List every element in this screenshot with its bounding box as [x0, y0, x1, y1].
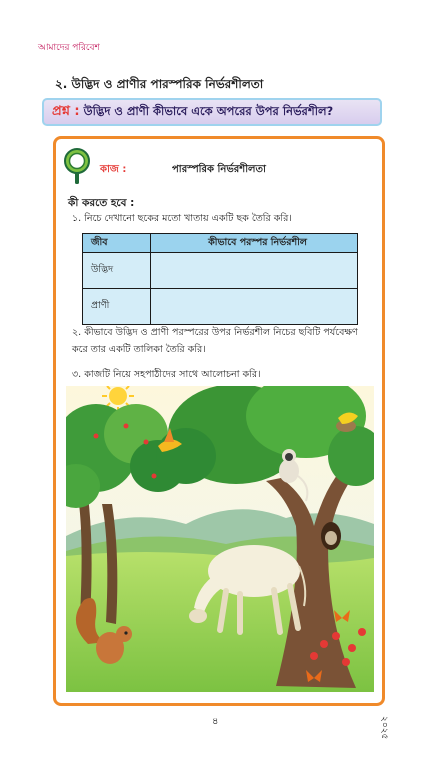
- table-header-row: [83, 234, 358, 253]
- section-title: ২. উদ্ভিদ ও প্রাণীর পারস্পরিক নির্ভরশীলতা: [55, 77, 264, 91]
- dependence-table: [82, 233, 358, 325]
- table-cell-plant: উদ্ভিদ: [83, 253, 151, 289]
- side-year: ২০২৫: [379, 716, 389, 740]
- running-header: আমাদের পরিবেশ: [38, 43, 100, 53]
- activity-topic: পারস্পরিক নির্ভরশীলতা: [172, 164, 266, 175]
- step-1: ১. নিচে দেখানো ছকের মতো খাতায় একটি ছক তৈরি করি।: [72, 213, 292, 224]
- ecosystem-illustration: [66, 386, 374, 692]
- activity-label: কাজ :: [100, 164, 127, 175]
- page-number: ৪: [212, 716, 219, 727]
- magnifier-icon: [62, 148, 92, 186]
- table-cell-empty: [151, 253, 358, 289]
- table-cell-animal: প্রাণী: [83, 289, 151, 325]
- table-cell-empty: [151, 289, 358, 325]
- owl-icon: [325, 531, 337, 545]
- instructions-heading: কী করতে হবে :: [68, 197, 135, 209]
- step-3: ৩. কাজটি নিয়ে সহপাঠীদের সাথে আলোচনা করি।: [72, 369, 261, 380]
- step-2: ২. কীভাবে উদ্ভিদ ও প্রাণী পরস্পরের উপর নির্ভরশীল নিচের ছবিটি পর্যবেক্ষণ করে তার একটি তালিকা তৈরি করি।: [72, 327, 358, 355]
- question-box: [42, 98, 382, 126]
- table-row: [83, 289, 358, 325]
- table-header-dependence: কীভাবে পরস্পর নির্ভরশীল: [151, 234, 358, 253]
- question-label: প্রশ্ন :: [52, 103, 80, 119]
- table-header-organism: জীব: [83, 234, 151, 253]
- question-text: উদ্ভিদ ও প্রাণী কীভাবে একে অপরের উপর নির্ভরশীল?: [83, 103, 334, 118]
- table-row: [83, 253, 358, 289]
